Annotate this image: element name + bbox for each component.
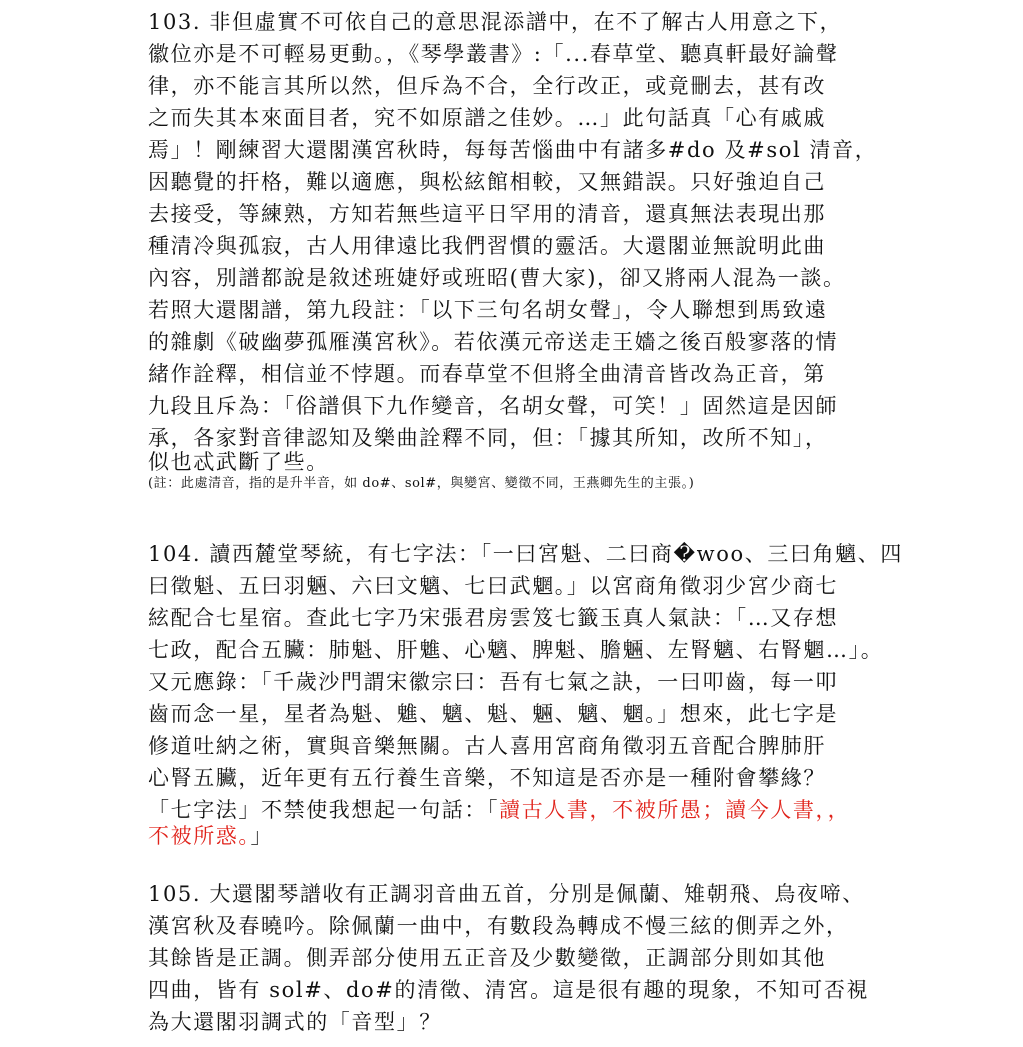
paragraph-103-line: 103. 非但虛實不可依自己的意思混添譜中，在不了解古人用意之下， (148, 10, 843, 34)
paragraph-104-line: 心腎五臟，近年更有五行養生音樂，不知這是否亦是一種附會攀緣？ (148, 766, 826, 790)
paragraph-103-line: 因聽覺的扞格，難以適應，與松絃館相較，又無錯誤。只好強迫自己 (148, 170, 826, 194)
paragraph-104-line: 絃配合七星宿。查此七字乃宋張君房雲笈七籤玉真人氣訣：「…又存想 (148, 606, 839, 630)
paragraph-104-line-quote-end (148, 820, 888, 852)
paragraph-105-line: 四曲，皆有 sol#、do#的清徵、清宮。這是很有趣的現象，不知可否視 (148, 978, 870, 1002)
paragraph-104-line: 七政，配合五臟：肺魁、肝魋、心魑、脾魁、膽魎、左腎魑、右腎魍…」。 (148, 638, 884, 662)
paragraph-103-line: 似也忒武斷了些。 (148, 450, 329, 474)
paragraph-103-line: 律，亦不能言其所以然，但斥為不合，全行改正，或竟刪去，甚有改 (148, 74, 826, 98)
paragraph-104-line: 曰徵魁、五曰羽魎、六曰文魑、七曰武魍。」以宮商角徵羽少宮少商七 (148, 574, 839, 598)
paragraph-104-line: 又元應錄：「千歲沙門謂宋徽宗曰：吾有七氣之訣，一曰叩齒，每一叩 (148, 670, 839, 694)
paragraph-103-line: 去接受，等練熟，方知若無些這平日罕用的清音，還真無法表現出那 (148, 202, 826, 226)
paragraph-105-line: 其餘皆是正調。側弄部分使用五正音及少數變徵，正調部分則如其他 (148, 946, 826, 970)
paragraph-105-line: 105. 大還閣琴譜收有正調羽音曲五首，分別是佩蘭、雉朝飛、烏夜啼、 (148, 882, 865, 906)
quote-intro-text: 「七字法」不禁使我想起一句話：「 (148, 798, 500, 822)
paragraph-105-line: 為大還閣羽調式的「音型」？ (148, 1010, 442, 1034)
paragraph-105-line: 漢宮秋及春曉吟。除佩蘭一曲中，有數段為轉成不慢三絃的側弄之外， (148, 914, 849, 938)
paragraph-104-line: 104. 讀西麓堂琴統，有七字法：「一曰宮魁、二曰商�woo、三曰角魑、四 (148, 542, 903, 566)
quote-close-mark: 」 (250, 824, 274, 848)
paragraph-103-line: 九段且斥為：「俗譜俱下九作變音，名胡女聲，可笑！」固然這是因師 (148, 394, 839, 418)
red-quote-part-2: 不被所惑。 (148, 824, 251, 848)
paragraph-104-line: 修道吐納之術，實與音樂無關。古人喜用宮商角徵羽五音配合脾肺肝 (148, 734, 826, 758)
paragraph-103-line: 之而失其本來面目者，究不如原譜之佳妙。…」此句話真「心有戚戚 (148, 106, 826, 130)
paragraph-104-line: 齒而念一星，星者為魁、魋、魑、魁、魎、魑、魍。」想來，此七字是 (148, 702, 839, 726)
paragraph-103-line: 的雜劇《破幽夢孤雁漢宮秋》。若依漢元帝送走王嬙之後百般寥落的情 (148, 330, 839, 354)
paragraph-103-line: 徽位亦是不可輕易更動。，《琴學叢書》:「...春草堂、聽真軒最好論聲 (148, 42, 839, 66)
footnote-103: (註：此處清音，指的是升半音，如 do#、sol#，與變宮、變徵不同，王燕卿先生的主張。) (148, 476, 695, 491)
paragraph-103-line: 承，各家對音律認知及樂曲詮釋不同，但：「據其所知，改所不知」， (148, 426, 828, 450)
paragraph-103-line: 焉」！剛練習大還閣漢宮秋時，每每苦惱曲中有諸多#do 及#sol 清音， (148, 138, 878, 162)
paragraph-103-line: 若照大還閣譜，第九段註：「以下三句名胡女聲」，令人聯想到馬致遠 (148, 298, 828, 322)
paragraph-103-line: 內容，別譜都說是敘述班婕妤或班昭(曹大家)，卻又將兩人混為一談。 (148, 266, 846, 290)
red-quote-part-1: 讀古人書，不被所愚；讀今人書，， (499, 798, 851, 822)
paragraph-103-line: 種清冷與孤寂，古人用律遠比我們習慣的靈活。大還閣並無說明此曲 (148, 234, 826, 258)
paragraph-103-line: 緒作詮釋，相信並不悖題。而春草堂不但將全曲清音皆改為正音，第 (148, 362, 826, 386)
